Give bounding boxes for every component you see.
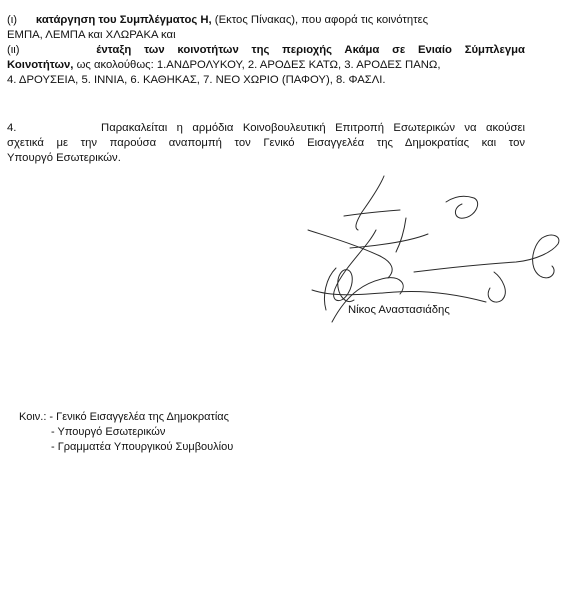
item-ii-bold-1: ένταξη των κοινοτήτων της περιοχής Ακάμα σε Ενιαίο Σύμπλεγμα	[96, 44, 525, 56]
para-4-number: 4.	[7, 122, 17, 134]
item-ii-line-3: 4. ΔΡΟΥΣΕΙΑ, 5. ΙΝΝΙΑ, 6. ΚΑΘΗΚΑΣ, 7. ΝΕΟ ΧΩΡΙΟ (ΠΑΦΟΥ), 8. ΦΑΣΛΙ.	[7, 74, 386, 86]
cc-item: Γενικό Εισαγγελέα της Δημοκρατίας	[56, 411, 229, 423]
signer-name: Νίκος Αναστασιάδης	[348, 304, 450, 316]
item-i-rest: (Εκτος Πίνακας), που αφορά τις κοινότητες	[211, 14, 429, 26]
item-ii-number: (ιι)	[7, 44, 20, 56]
item-ii-line-1	[7, 43, 525, 57]
item-ii-bold-2: Κοινοτήτων,	[7, 59, 74, 71]
cc-item: - Υπουργό Εσωτερικών	[51, 426, 166, 438]
cc-line-1	[19, 410, 229, 424]
item-i-line-1	[7, 13, 428, 27]
item-i-number: (ι)	[7, 14, 18, 26]
item-ii-rest-2: ως ακολούθως: 1.ΑΝΔΡΟΛΥΚΟΥ, 2. ΑΡΟΔΕΣ ΚΑΤΩ, 3. ΑΡΟΔΕΣ ΠΑΝΩ,	[73, 59, 441, 71]
item-i-line-2: ΕΜΠΑ, ΛΕΜΠΑ και ΧΛΩΡΑΚΑ και	[7, 29, 176, 41]
para-4-line-2: σχετικά με την παρούσα αναπομπή τον Γενικό Εισαγγελέα της Δημοκρατίας και τον	[7, 137, 525, 149]
para-4-line-3: Υπουργό Εσωτερικών.	[7, 152, 121, 164]
cc-label: Κοιν.: -	[19, 411, 54, 423]
para-4-text-1: Παρακαλείται η αρμόδια Κοινοβουλευτική Επιτροπή Εσωτερικών να ακούσει	[101, 122, 525, 134]
cc-item: - Γραμματέα Υπουργικού Συμβουλίου	[51, 441, 234, 453]
item-ii-line-2	[7, 58, 440, 72]
item-i-bold: κατάργηση του Συμπλέγματος Η,	[35, 14, 212, 26]
para-4-line-1	[7, 121, 525, 135]
